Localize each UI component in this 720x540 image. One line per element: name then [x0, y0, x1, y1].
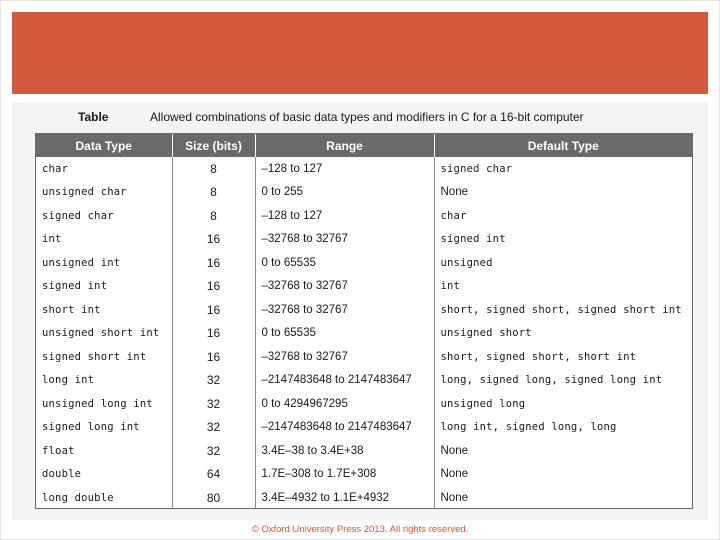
copyright-footer: © Oxford University Press 2013. All rights reserved. [251, 524, 469, 535]
cell-size: 80 [172, 486, 255, 509]
cell-data-type: unsigned short int [36, 322, 172, 346]
table-row [36, 298, 692, 322]
cell-size: 8 [172, 204, 255, 228]
cell-data-type: short int [36, 298, 172, 322]
table-row [36, 369, 692, 393]
cell-default-type: short, signed short, short int [440, 350, 637, 363]
cell-range: 0 to 255 [255, 181, 434, 205]
cell-range: –128 to 127 [255, 157, 434, 181]
cell-default-type: char [440, 209, 467, 222]
header-size: Size (bits) [172, 134, 255, 157]
cell-data-type: long int [36, 369, 172, 393]
cell-range: 3.4E–38 to 3.4E+38 [255, 439, 434, 463]
cell-data-type: signed long int [36, 416, 172, 440]
data-types-table [35, 133, 693, 509]
cell-default-type: signed int [440, 233, 506, 246]
cell-range: 1.7E–308 to 1.7E+308 [255, 463, 434, 487]
cell-range: 0 to 4294967295 [255, 392, 434, 416]
table-row [36, 181, 692, 205]
cell-data-type: float [36, 439, 172, 463]
table-row [36, 322, 692, 346]
cell-data-type: signed int [36, 275, 172, 299]
cell-data-type: double [36, 463, 172, 487]
table-row [36, 228, 692, 252]
cell-size: 32 [172, 416, 255, 440]
cell-default-type: None [440, 468, 468, 481]
table-row [36, 204, 692, 228]
table-row [36, 486, 692, 509]
table-row [36, 251, 692, 275]
cell-size: 64 [172, 463, 255, 487]
cell-data-type: char [36, 157, 172, 181]
table-row [36, 463, 692, 487]
cell-data-type: unsigned char [36, 181, 172, 205]
cell-size: 16 [172, 345, 255, 369]
table-row [36, 439, 692, 463]
cell-size: 16 [172, 298, 255, 322]
cell-default-type: None [440, 186, 468, 199]
cell-range: 0 to 65535 [255, 251, 434, 275]
cell-size: 16 [172, 322, 255, 346]
cell-range: –2147483648 to 2147483647 [255, 369, 434, 393]
header-range: Range [255, 134, 434, 157]
cell-range: –2147483648 to 2147483647 [255, 416, 434, 440]
cell-size: 16 [172, 228, 255, 252]
cell-data-type: signed char [36, 204, 172, 228]
cell-range: –32768 to 32767 [255, 298, 434, 322]
cell-default-type: long int, signed long, long [440, 421, 617, 434]
table-caption [78, 110, 584, 126]
table-header-row [36, 134, 692, 157]
cell-data-type: signed short int [36, 345, 172, 369]
cell-size: 8 [172, 181, 255, 205]
title-banner [12, 12, 708, 94]
cell-default-type: unsigned long [440, 397, 526, 410]
cell-size: 32 [172, 369, 255, 393]
header-data-type: Data Type [36, 134, 172, 157]
cell-size: 16 [172, 275, 255, 299]
cell-default-type: int [440, 280, 461, 293]
cell-range: –32768 to 32767 [255, 345, 434, 369]
cell-range: 0 to 65535 [255, 322, 434, 346]
cell-default-type: None [440, 444, 468, 457]
cell-size: 8 [172, 157, 255, 181]
cell-data-type: int [36, 228, 172, 252]
cell-size: 32 [172, 392, 255, 416]
cell-range: 3.4E–4932 to 1.1E+4932 [255, 486, 434, 509]
cell-default-type: unsigned [440, 256, 493, 269]
cell-data-type: unsigned int [36, 251, 172, 275]
cell-default-type: unsigned short [440, 327, 532, 340]
table-row [36, 345, 692, 369]
header-default-type: Default Type [434, 134, 692, 157]
cell-size: 32 [172, 439, 255, 463]
cell-default-type: long, signed long, signed long int [440, 374, 663, 387]
caption-text: Allowed combinations of basic data types and modifiers in C for a 16-bit computer [150, 110, 584, 124]
cell-range: –32768 to 32767 [255, 275, 434, 299]
cell-default-type: signed char [440, 162, 513, 175]
cell-size: 16 [172, 251, 255, 275]
cell-data-type: unsigned long int [36, 392, 172, 416]
cell-default-type: None [440, 491, 468, 504]
cell-default-type: short, signed short, signed short int [440, 303, 682, 316]
cell-data-type: long double [36, 486, 172, 509]
table-row [36, 275, 692, 299]
cell-range: –32768 to 32767 [255, 228, 434, 252]
table-row [36, 416, 692, 440]
table-row [36, 157, 692, 181]
cell-range: –128 to 127 [255, 204, 434, 228]
caption-label: Table [78, 110, 109, 124]
table-row [36, 392, 692, 416]
